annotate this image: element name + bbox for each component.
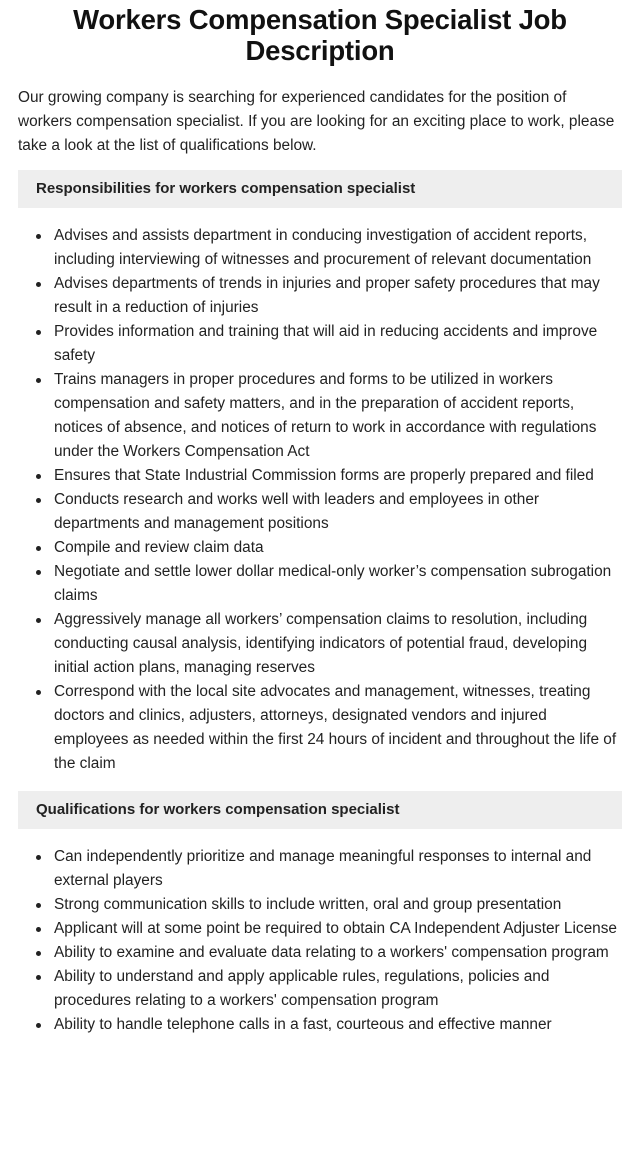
list-item: Correspond with the local site advocates and management, witnesses, treating doctors and clinics, adjusters, attorneys, designated vendors and injured employees as needed within the first 24 hours of incident and throughout the life of the claim [18,680,622,776]
list-item: Ensures that State Industrial Commission forms are properly prepared and filed [18,464,622,488]
list-item: Can independently prioritize and manage meaningful responses to internal and external players [18,845,622,893]
list-item: Provides information and training that will aid in reducing accidents and improve safety [18,320,622,368]
list-item: Compile and review claim data [18,536,622,560]
list-item: Negotiate and settle lower dollar medical-only worker’s compensation subrogation claims [18,560,622,608]
page-title: Workers Compensation Specialist Job Description [73,4,567,66]
qualifications-list [18,845,622,1037]
list-item: Applicant will at some point be required to obtain CA Independent Adjuster License [18,917,622,941]
list-item: Strong communication skills to include written, oral and group presentation [18,893,622,917]
intro-paragraph: Our growing company is searching for experienced candidates for the position of workers compensation specialist. If you are looking for an exciting place to work, please take a look at the list of qualifications below. [18,89,615,154]
responsibilities-list [18,224,622,776]
list-item: Trains managers in proper procedures and forms to be utilized in workers compensation and safety matters, and in the preparation of accident reports, notices of absence, and notices of return to work in accordance with regulations under the Workers Compensation Act [18,368,622,464]
list-item: Ability to examine and evaluate data relating to a workers' compensation program [18,941,622,965]
list-item: Ability to understand and apply applicable rules, regulations, policies and procedures relating to a workers' compensation program [18,965,622,1013]
qualifications-heading: Qualifications for workers compensation specialist [18,791,622,829]
list-item: Advises and assists department in conducing investigation of accident reports, including interviewing of witnesses and procurement of relevant documentation [18,224,622,272]
responsibilities-heading: Responsibilities for workers compensation specialist [18,170,622,208]
list-item: Ability to handle telephone calls in a fast, courteous and effective manner [18,1013,622,1037]
list-item: Conducts research and works well with leaders and employees in other departments and management positions [18,488,622,536]
list-item: Advises departments of trends in injuries and proper safety procedures that may result in a reduction of injuries [18,272,622,320]
list-item: Aggressively manage all workers’ compensation claims to resolution, including conducting causal analysis, identifying indicators of potential fraud, developing initial action plans, managing reserves [18,608,622,680]
